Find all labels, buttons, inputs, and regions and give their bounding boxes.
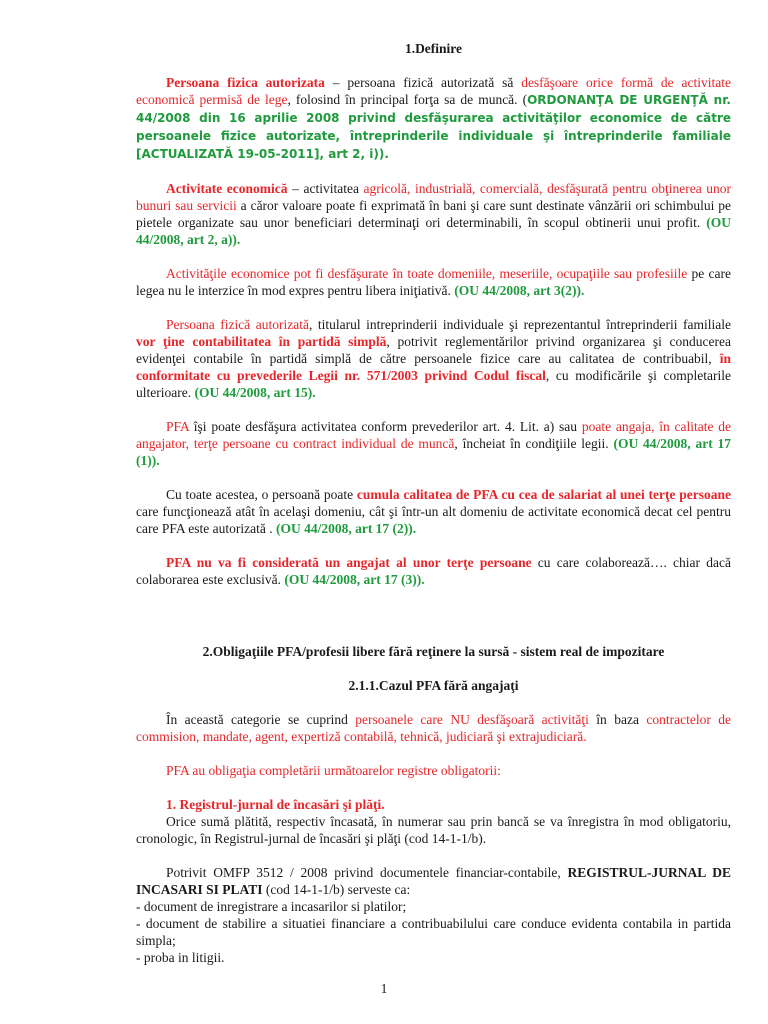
- registru-title: 1. Registrul-jurnal de încasări şi plăţi.: [166, 797, 385, 812]
- subsection-heading-fara-angajati: 2.1.1.Cazul PFA fără angajaţi: [348, 678, 519, 693]
- paragraph-registru-body: Orice sumă plătită, respectiv încasată, în numerar sau prin bancă se va înregistra în mod obligatoriu, cronologic, în Registrul-jurnal de încasări şi plăţi (cod 14-1-1/b).: [136, 814, 731, 846]
- paragraph-pfa-definition: Persoana fizica autorizata – persoana fizică autorizată să desfăşoare orice formă de activitate economică permisă de lege, folosind în principal forţa sa de muncă. (ORDONANŢA DE URGENŢĂ nr. 44/2008 din 16 aprilie 2008 privind desfăşurarea activităţilor economice de către persoanele fizice autorizate, întreprinderile individuale şi întreprinderile familiale [ACTUALIZATĂ 19-05-2011], art 2, i)).: [136, 75, 731, 161]
- paragraph-domenii: Activităţile economice pot fi desfăşurate în toate domeniile, meseriile, ocupaţiile sau profesiile pe care legea nu le interzice în mod expres pentru libera iniţiativă. (OU 44/2008, art 3(2)).: [136, 266, 731, 298]
- paragraph-activitate-economica: Activitate economică – activitatea agricolă, industrială, comercială, desfăşurată pentru obţinerea unor bunuri sau servicii a căror valoare poate fi exprimată în bani şi care sunt destinate vânzării ori schimbului pe pietele organizate sau unor beneficiari determinaţi ori determinabili, în scopul obtinerii unui profit. (OU 44/2008, art 2, a)).: [136, 181, 732, 247]
- list-item: - document de inregistrare a incasarilor si platilor;: [136, 899, 407, 914]
- list-item: - document de stabilire a situatiei financiare a contribuabilului care conduce evidenta contabila in partida simpla;: [136, 916, 731, 948]
- paragraph-contabilitate: Persoana fizică autorizată, titularul intreprinderii individuale şi reprezentantul întreprinderii familiale vor ţine contabilitatea în partidă simplă, potrivit reglementărilor privind organizarea şi conducerea evidenţei contabile în partidă simplă de către persoanele fizice care au calitatea de contribuabil, în conformitate cu prevederile Legii nr. 571/2003 privind Codul fiscal, cu modificările şi completarile ulterioare. (OU 44/2008, art 15).: [136, 317, 732, 400]
- paragraph-categorie: În această categorie se cuprind persoanele care NU desfăşoară activităţi în baza contractelor de commision, mandate, agent, expertiză contabilă, tehnică, judiciară şi extrajudiciară.: [136, 712, 731, 744]
- paragraph-omfp: Potrivit OMFP 3512 / 2008 privind documentele financiar-contabile, REGISTRUL-JURNAL DE INCASARI SI PLATI (cod 14-1-1/b) serveste ca:: [136, 865, 732, 897]
- legal-reference: (OU 44/2008, art 17 (1)).: [136, 436, 732, 468]
- document-body: [136, 40, 731, 966]
- paragraph-angajare: PFA îşi poate desfăşura activitatea conform prevederilor art. 4. Lit. a) sau poate angaja, în calitate de angajator, terţe persoane cu contract individual de muncă, încheiat în condiţiile legii. (OU 44/2008, art 17 (1)).: [136, 419, 732, 468]
- legal-reference: (OU 44/2008, art 17 (3)).: [284, 572, 425, 587]
- paragraph-cumul: Cu toate acestea, o persoană poate cumula calitatea de PFA cu cea de salariat al unei terţe persoane care funcţionează atât în acelaşi domeniu, cât şi într-un alt domeniu de activitate economică decat cel pentru care PFA este autorizată . (OU 44/2008, art 17 (2)).: [136, 487, 731, 536]
- legal-reference: (OU 44/2008, art 3(2)).: [454, 283, 585, 298]
- legal-reference: (OU 44/2008, art 15).: [194, 385, 316, 400]
- legal-reference: ORDONANŢA DE URGENŢĂ nr. 44/2008 din 16 aprilie 2008 privind desfăşurarea activităţilor economice de către persoanele fizice autorizate, întreprinderile individuale şi întreprinderile familiale [ACTUALIZATĂ 19-05-2011], art 2, i)).: [136, 93, 731, 161]
- legal-reference: (OU 44/2008, art 2, a)).: [136, 215, 731, 247]
- term-activitate: Activitate economică: [166, 181, 288, 196]
- list-item: - proba in litigii.: [136, 950, 225, 965]
- legal-reference: (OU 44/2008, art 17 (2)).: [275, 521, 417, 536]
- paragraph-registre: PFA au obligaţia completării următoarelor registre obligatorii:: [166, 763, 501, 778]
- section-heading-obligatii: 2.Obligaţiile PFA/profesii libere fără reţinere la sursă - sistem real de impozitare: [202, 644, 665, 659]
- page-number: 1: [380, 981, 388, 996]
- paragraph-colaborare: PFA nu va fi considerată un angajat al unor terţe persoane cu care colaborează…. chiar dacă colaborarea este exclusivă. (OU 44/2008, art 17 (3)).: [136, 555, 731, 587]
- term-pfa: Persoana fizica autorizata: [166, 75, 325, 90]
- section-heading-definire: 1.Definire: [404, 41, 463, 56]
